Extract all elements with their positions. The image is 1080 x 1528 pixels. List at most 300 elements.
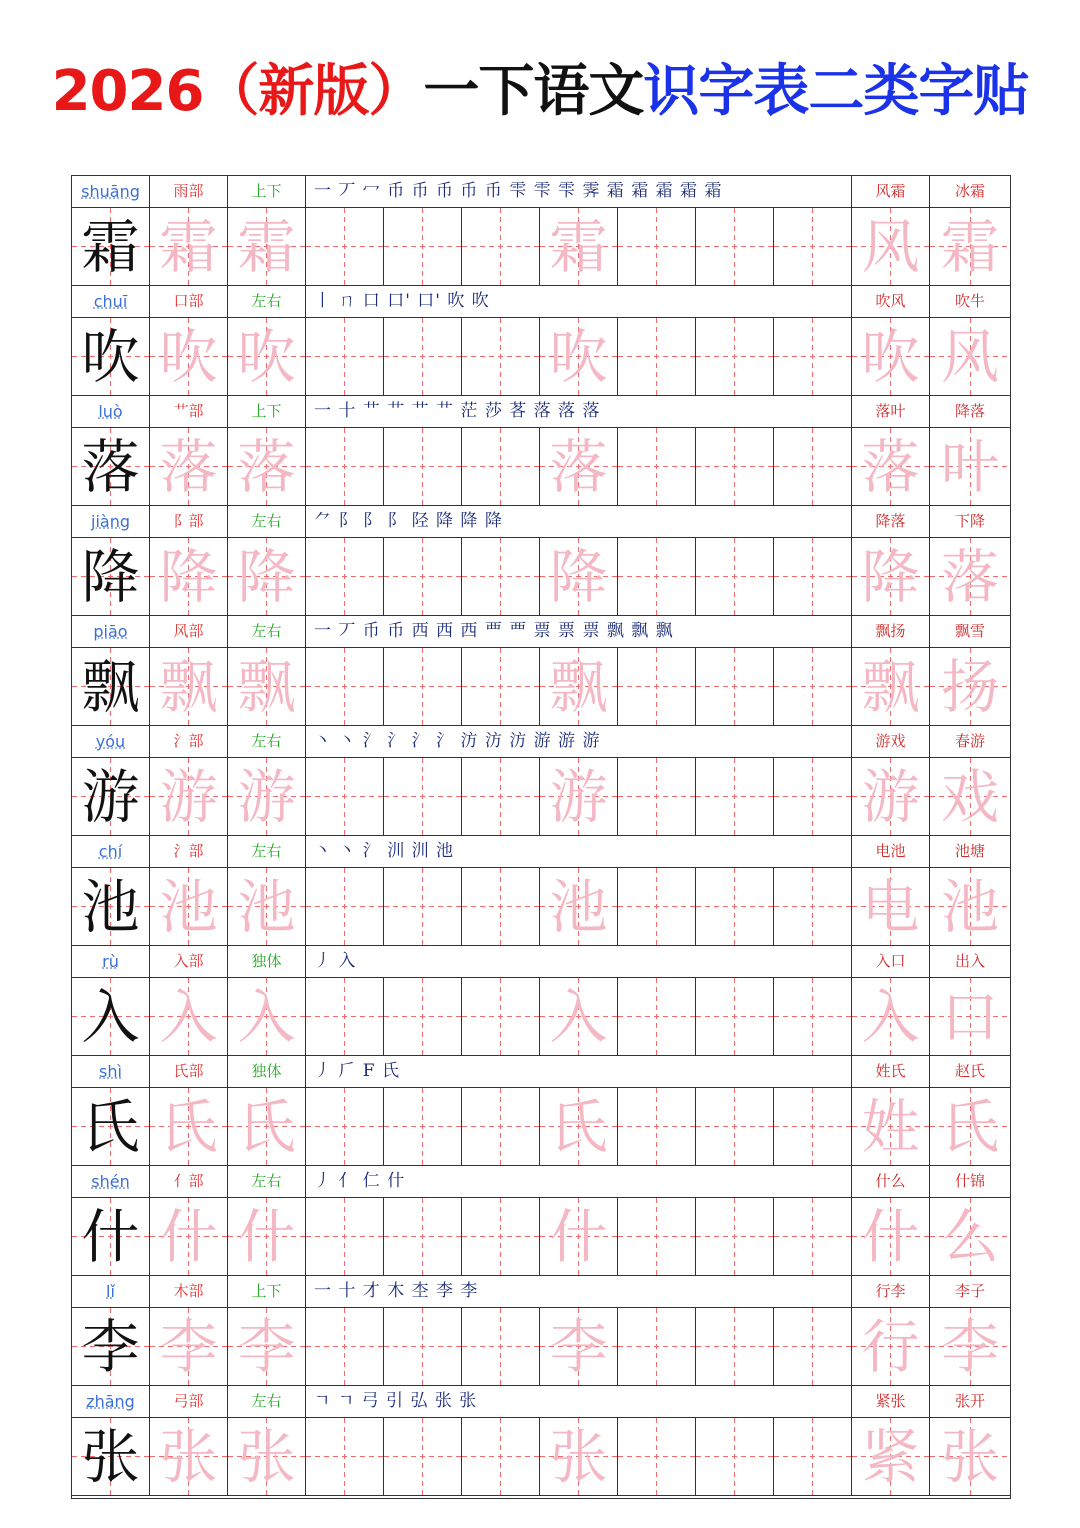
- grid-cell[interactable]: [384, 868, 462, 945]
- word-2: 张开: [954, 1392, 985, 1410]
- grid-cell[interactable]: [618, 1088, 696, 1165]
- stroke-order: 丿 入: [306, 946, 852, 977]
- grid-cell[interactable]: [540, 208, 618, 285]
- grid-cell[interactable]: [384, 648, 462, 725]
- word-1: 降落: [852, 506, 930, 537]
- trace-word-char-1: 落: [861, 432, 920, 501]
- model-character: 降: [81, 542, 140, 611]
- radical-label: 风部: [150, 616, 228, 647]
- pinyin-label: jiàng: [72, 506, 150, 537]
- info-row: [72, 506, 1010, 538]
- grid-cell[interactable]: [72, 978, 150, 1055]
- pinyin-label: chí: [72, 836, 150, 867]
- grid-cell[interactable]: [150, 1308, 228, 1385]
- stroke-order: 丶 丶 氵 氵 氵 氵 汸 汸 汸 游 游 游: [306, 726, 852, 757]
- grid-cell[interactable]: [384, 1418, 462, 1495]
- trace-character: 张: [159, 1422, 218, 1491]
- trace-word-char-2: 叶: [940, 432, 999, 501]
- grid-cell[interactable]: [852, 208, 930, 285]
- grid-cell[interactable]: [540, 648, 618, 725]
- trace-character: 张: [237, 1422, 296, 1491]
- grid-cell[interactable]: [72, 208, 150, 285]
- grid-cell[interactable]: [618, 428, 696, 505]
- grid-cell[interactable]: [696, 978, 774, 1055]
- grid-cell[interactable]: [72, 758, 150, 835]
- structure-label: 左右: [228, 506, 306, 537]
- grid-cell[interactable]: [930, 758, 1010, 835]
- grid-cell[interactable]: [72, 428, 150, 505]
- model-character: 吹: [81, 322, 140, 391]
- grid-cell[interactable]: [696, 648, 774, 725]
- pinyin-label: shì: [72, 1056, 150, 1087]
- grid-cell[interactable]: [540, 428, 618, 505]
- info-row: [72, 726, 1010, 758]
- word-1: 入口: [852, 946, 930, 977]
- writing-grid-row: [72, 978, 1010, 1056]
- grid-cell[interactable]: [150, 868, 228, 945]
- structure-label: 左右: [228, 286, 306, 317]
- grid-cell[interactable]: [150, 538, 228, 615]
- trace-character: 游: [159, 762, 218, 831]
- grid-cell[interactable]: [930, 1418, 1010, 1495]
- writing-grid-row: [72, 428, 1010, 506]
- trace-character: 入: [159, 982, 218, 1051]
- writing-grid-row: [72, 318, 1010, 396]
- info-row: [72, 946, 1010, 978]
- grid-cell[interactable]: [150, 978, 228, 1055]
- model-character: 池: [81, 872, 140, 941]
- model-character: 李: [81, 1312, 140, 1381]
- grid-cell[interactable]: [696, 318, 774, 395]
- grid-cell[interactable]: [462, 538, 540, 615]
- grid-cell[interactable]: [462, 1088, 540, 1165]
- character-block: [72, 1056, 1010, 1166]
- title-blue-part: 识字表二类字贴: [643, 59, 1029, 124]
- radical-label: 氏部: [150, 1056, 228, 1087]
- grid-cell[interactable]: [618, 758, 696, 835]
- info-row: [72, 616, 1010, 648]
- trace-word-char-1: 游: [861, 762, 920, 831]
- model-character: 落: [81, 432, 140, 501]
- grid-cell[interactable]: [150, 1088, 228, 1165]
- word-1: 飘扬: [852, 616, 930, 647]
- grid-cell[interactable]: [150, 1198, 228, 1275]
- grid-cell[interactable]: [696, 1198, 774, 1275]
- structure-label: 左右: [228, 726, 306, 757]
- page-title: [0, 52, 1080, 132]
- grid-cell[interactable]: [852, 428, 930, 505]
- stroke-order: ⺈ 阝 阝 阝 陉 降 降 降: [306, 506, 852, 537]
- grid-cell[interactable]: [852, 1198, 930, 1275]
- pinyin-label: piāo: [72, 616, 150, 647]
- writing-grid-row: [72, 758, 1010, 836]
- trace-character: 池: [159, 872, 218, 941]
- character-block: [72, 726, 1010, 836]
- word-2: 李子: [954, 1282, 985, 1300]
- grid-cell[interactable]: [774, 1088, 852, 1165]
- grid-cell[interactable]: [462, 868, 540, 945]
- grid-cell[interactable]: [72, 538, 150, 615]
- grid-cell[interactable]: [462, 318, 540, 395]
- grid-cell[interactable]: [228, 868, 306, 945]
- info-row: [72, 836, 1010, 868]
- grid-cell[interactable]: [774, 758, 852, 835]
- word-2: 什锦: [954, 1172, 985, 1190]
- grid-cell[interactable]: [852, 538, 930, 615]
- word-1: 姓氏: [852, 1056, 930, 1087]
- trace-word-char-2: 口: [940, 982, 999, 1051]
- grid-cell[interactable]: [930, 978, 1010, 1055]
- grid-cell[interactable]: [696, 1418, 774, 1495]
- character-block: [72, 946, 1010, 1056]
- grid-cell[interactable]: [774, 208, 852, 285]
- grid-cell[interactable]: [618, 538, 696, 615]
- grid-cell[interactable]: [462, 1198, 540, 1275]
- grid-cell[interactable]: [852, 1308, 930, 1385]
- grid-cell[interactable]: [930, 318, 1010, 395]
- grid-cell[interactable]: [462, 758, 540, 835]
- grid-cell[interactable]: [384, 538, 462, 615]
- grid-cell[interactable]: [774, 1198, 852, 1275]
- grid-cell[interactable]: [774, 1308, 852, 1385]
- structure-label: 独体: [228, 946, 306, 977]
- word-2: 降落: [954, 402, 985, 420]
- model-character: 飘: [81, 652, 140, 721]
- writing-grid-row: [72, 1308, 1010, 1386]
- writing-grid-row: [72, 1088, 1010, 1166]
- radical-label: 雨部: [150, 176, 228, 207]
- trace-word-char-2: 么: [940, 1202, 999, 1271]
- grid-cell[interactable]: [852, 1418, 930, 1495]
- trace-word-char-2: 戏: [940, 762, 999, 831]
- grid-cell[interactable]: [462, 208, 540, 285]
- character-block: [72, 836, 1010, 946]
- grid-cell[interactable]: [774, 978, 852, 1055]
- grid-cell[interactable]: [306, 758, 384, 835]
- grid-cell[interactable]: [306, 1088, 384, 1165]
- grid-cell[interactable]: [150, 1418, 228, 1495]
- grid-cell[interactable]: [306, 868, 384, 945]
- trace-character: 游: [237, 762, 296, 831]
- grid-cell[interactable]: [774, 648, 852, 725]
- pinyin-label: rù: [72, 946, 150, 977]
- grid-cell[interactable]: [228, 428, 306, 505]
- word-1: 风霜: [852, 176, 930, 207]
- character-block: [72, 1386, 1010, 1496]
- model-character: 氏: [81, 1092, 140, 1161]
- grid-cell[interactable]: [228, 318, 306, 395]
- grid-cell[interactable]: [852, 318, 930, 395]
- pinyin-label: luò: [72, 396, 150, 427]
- grid-cell[interactable]: [306, 318, 384, 395]
- trace-character: 池: [237, 872, 296, 941]
- grid-cell[interactable]: [462, 1308, 540, 1385]
- grid-cell[interactable]: [540, 538, 618, 615]
- grid-cell[interactable]: [540, 318, 618, 395]
- grid-cell[interactable]: [384, 978, 462, 1055]
- grid-cell[interactable]: [228, 1088, 306, 1165]
- grid-cell[interactable]: [930, 1198, 1010, 1275]
- trace-character: 降: [549, 542, 608, 611]
- grid-cell[interactable]: [696, 1088, 774, 1165]
- trace-character: 霜: [159, 212, 218, 281]
- grid-cell[interactable]: [774, 538, 852, 615]
- structure-label: 上下: [228, 396, 306, 427]
- grid-cell[interactable]: [306, 1418, 384, 1495]
- trace-character: 飘: [237, 652, 296, 721]
- grid-cell[interactable]: [72, 1308, 150, 1385]
- grid-cell[interactable]: [72, 868, 150, 945]
- grid-cell[interactable]: [462, 648, 540, 725]
- grid-cell[interactable]: [774, 428, 852, 505]
- structure-label: 独体: [228, 1056, 306, 1087]
- radical-label: 入部: [150, 946, 228, 977]
- stroke-order: 一 十 艹 艹 艹 艹 茫 莎 茖 落 落 落: [306, 396, 852, 427]
- grid-cell[interactable]: [150, 208, 228, 285]
- grid-cell[interactable]: [72, 1198, 150, 1275]
- word-1: 紧张: [852, 1386, 930, 1417]
- grid-cell[interactable]: [696, 1308, 774, 1385]
- radical-label: 木部: [150, 1276, 228, 1307]
- pinyin-label: chuī: [72, 286, 150, 317]
- grid-cell[interactable]: [852, 648, 930, 725]
- grid-cell[interactable]: [540, 1198, 618, 1275]
- grid-cell[interactable]: [618, 1418, 696, 1495]
- radical-label: 氵部: [150, 726, 228, 757]
- structure-label: 上下: [228, 1276, 306, 1307]
- word-2: 下降: [954, 512, 985, 530]
- grid-cell[interactable]: [306, 648, 384, 725]
- grid-cell[interactable]: [384, 758, 462, 835]
- word-2: 出入: [954, 952, 985, 970]
- pinyin-label: lǐ: [72, 1276, 150, 1307]
- structure-label: 上下: [228, 176, 306, 207]
- grid-cell[interactable]: [228, 978, 306, 1055]
- grid-cell[interactable]: [540, 978, 618, 1055]
- trace-character: 入: [549, 982, 608, 1051]
- grid-cell[interactable]: [540, 1088, 618, 1165]
- trace-word-char-2: 风: [940, 322, 999, 391]
- word-1: 行李: [852, 1276, 930, 1307]
- grid-cell[interactable]: [852, 868, 930, 945]
- grid-cell[interactable]: [306, 1308, 384, 1385]
- trace-word-char-2: 氏: [940, 1092, 999, 1161]
- grid-cell[interactable]: [930, 538, 1010, 615]
- grid-cell[interactable]: [930, 208, 1010, 285]
- grid-cell[interactable]: [384, 428, 462, 505]
- trace-character: 游: [549, 762, 608, 831]
- trace-word-char-1: 什: [861, 1202, 920, 1271]
- grid-cell[interactable]: [774, 868, 852, 945]
- trace-word-char-1: 入: [861, 982, 920, 1051]
- grid-cell[interactable]: [72, 1088, 150, 1165]
- pinyin-label: yóu: [72, 726, 150, 757]
- grid-cell[interactable]: [150, 648, 228, 725]
- grid-cell[interactable]: [228, 538, 306, 615]
- grid-cell[interactable]: [618, 1198, 696, 1275]
- grid-cell[interactable]: [696, 428, 774, 505]
- trace-character: 降: [159, 542, 218, 611]
- writing-grid-row: [72, 538, 1010, 616]
- grid-cell[interactable]: [774, 1418, 852, 1495]
- grid-cell[interactable]: [384, 1308, 462, 1385]
- word-2: 冰霜: [954, 182, 985, 200]
- grid-cell[interactable]: [462, 1418, 540, 1495]
- grid-cell[interactable]: [228, 208, 306, 285]
- grid-cell[interactable]: [384, 1088, 462, 1165]
- model-character: 什: [81, 1202, 140, 1271]
- radical-label: 弓部: [150, 1386, 228, 1417]
- info-row: [72, 1276, 1010, 1308]
- grid-cell[interactable]: [150, 428, 228, 505]
- trace-character: 什: [237, 1202, 296, 1271]
- grid-cell[interactable]: [930, 428, 1010, 505]
- radical-label: 氵部: [150, 836, 228, 867]
- grid-cell[interactable]: [540, 868, 618, 945]
- trace-word-char-1: 电: [861, 872, 920, 941]
- pinyin-label: zhāng: [72, 1386, 150, 1417]
- grid-cell[interactable]: [228, 1418, 306, 1495]
- grid-cell[interactable]: [228, 1198, 306, 1275]
- trace-character: 吹: [159, 322, 218, 391]
- trace-word-char-2: 扬: [940, 652, 999, 721]
- grid-cell[interactable]: [930, 868, 1010, 945]
- grid-cell[interactable]: [228, 758, 306, 835]
- word-2: 飘雪: [954, 622, 985, 640]
- grid-cell[interactable]: [72, 318, 150, 395]
- trace-word-char-1: 飘: [861, 652, 920, 721]
- grid-cell[interactable]: [150, 318, 228, 395]
- grid-cell[interactable]: [930, 1088, 1010, 1165]
- trace-word-char-1: 吹: [861, 322, 920, 391]
- grid-cell[interactable]: [306, 208, 384, 285]
- stroke-order: 丿 𠂆 F 氏: [306, 1056, 852, 1087]
- grid-cell[interactable]: [384, 318, 462, 395]
- trace-word-char-1: 紧: [861, 1422, 920, 1491]
- trace-character: 吹: [237, 322, 296, 391]
- stroke-order: 一 十 才 木 杢 李 李: [306, 1276, 852, 1307]
- writing-grid-row: [72, 208, 1010, 286]
- grid-cell[interactable]: [306, 1198, 384, 1275]
- model-character: 张: [81, 1422, 140, 1491]
- grid-cell[interactable]: [384, 208, 462, 285]
- trace-character: 落: [549, 432, 608, 501]
- radical-label: 艹部: [150, 396, 228, 427]
- grid-cell[interactable]: [618, 208, 696, 285]
- stroke-order: 丶 丶 氵 汌 汌 池: [306, 836, 852, 867]
- radical-label: 亻部: [150, 1166, 228, 1197]
- info-row: [72, 396, 1010, 428]
- trace-character: 氏: [159, 1092, 218, 1161]
- word-1: 吹风: [852, 286, 930, 317]
- trace-character: 飘: [549, 652, 608, 721]
- info-row: [72, 1056, 1010, 1088]
- grid-cell[interactable]: [306, 428, 384, 505]
- character-block: [72, 286, 1010, 396]
- writing-grid-row: [72, 1418, 1010, 1496]
- pinyin-label: shuāng: [72, 176, 150, 207]
- structure-label: 左右: [228, 1386, 306, 1417]
- grid-cell[interactable]: [72, 1418, 150, 1495]
- word-1: 落叶: [852, 396, 930, 427]
- stroke-order: 丨 ㄇ 口 口' 口' 吹 吹: [306, 286, 852, 317]
- info-row: [72, 176, 1010, 208]
- model-character: 入: [81, 982, 140, 1051]
- grid-cell[interactable]: [540, 1418, 618, 1495]
- writing-grid-row: [72, 868, 1010, 946]
- stroke-order: 一 丆 冖 币 币 币 币 币 雫 雫 雫 霁 霜 霜 霜 霜 霜: [306, 176, 852, 207]
- trace-character: 李: [159, 1312, 218, 1381]
- info-row: [72, 286, 1010, 318]
- grid-cell[interactable]: [462, 428, 540, 505]
- grid-cell[interactable]: [618, 648, 696, 725]
- grid-cell[interactable]: [930, 1308, 1010, 1385]
- stroke-order: 丿 亻 仁 什: [306, 1166, 852, 1197]
- grid-cell[interactable]: [696, 868, 774, 945]
- character-block: [72, 616, 1010, 726]
- word-2: 春游: [954, 732, 985, 750]
- grid-cell[interactable]: [228, 1308, 306, 1385]
- character-block: [72, 176, 1010, 286]
- grid-cell[interactable]: [384, 1198, 462, 1275]
- structure-label: 左右: [228, 836, 306, 867]
- grid-cell[interactable]: [228, 648, 306, 725]
- grid-cell[interactable]: [618, 318, 696, 395]
- grid-cell[interactable]: [540, 1308, 618, 1385]
- grid-cell[interactable]: [462, 978, 540, 1055]
- grid-cell[interactable]: [852, 758, 930, 835]
- grid-cell[interactable]: [72, 648, 150, 725]
- grid-cell[interactable]: [852, 978, 930, 1055]
- trace-word-char-2: 落: [940, 542, 999, 611]
- trace-character: 入: [237, 982, 296, 1051]
- trace-character: 霜: [237, 212, 296, 281]
- title-black-part: 一下语文: [423, 59, 644, 124]
- grid-cell[interactable]: [696, 758, 774, 835]
- radical-label: 阝部: [150, 506, 228, 537]
- trace-word-char-2: 池: [940, 872, 999, 941]
- grid-cell[interactable]: [618, 978, 696, 1055]
- grid-cell[interactable]: [540, 758, 618, 835]
- trace-character: 落: [237, 432, 296, 501]
- word-1: 电池: [852, 836, 930, 867]
- grid-cell[interactable]: [306, 538, 384, 615]
- word-1: 什么: [852, 1166, 930, 1197]
- info-row: [72, 1386, 1010, 1418]
- grid-cell[interactable]: [150, 758, 228, 835]
- character-block: [72, 1166, 1010, 1276]
- grid-cell[interactable]: [696, 208, 774, 285]
- grid-cell[interactable]: [618, 868, 696, 945]
- trace-character: 吹: [549, 322, 608, 391]
- grid-cell[interactable]: [618, 1308, 696, 1385]
- trace-character: 氏: [549, 1092, 608, 1161]
- character-block: [72, 506, 1010, 616]
- practice-sheet: [71, 175, 1011, 1499]
- trace-word-char-1: 行: [861, 1312, 920, 1381]
- grid-cell[interactable]: [774, 318, 852, 395]
- trace-word-char-2: 霜: [940, 212, 999, 281]
- grid-cell[interactable]: [306, 978, 384, 1055]
- trace-character: 什: [549, 1202, 608, 1271]
- trace-character: 李: [549, 1312, 608, 1381]
- trace-word-char-1: 降: [861, 542, 920, 611]
- grid-cell[interactable]: [852, 1088, 930, 1165]
- grid-cell[interactable]: [930, 648, 1010, 725]
- grid-cell[interactable]: [696, 538, 774, 615]
- trace-word-char-1: 姓: [861, 1092, 920, 1161]
- trace-word-char-2: 张: [940, 1422, 999, 1491]
